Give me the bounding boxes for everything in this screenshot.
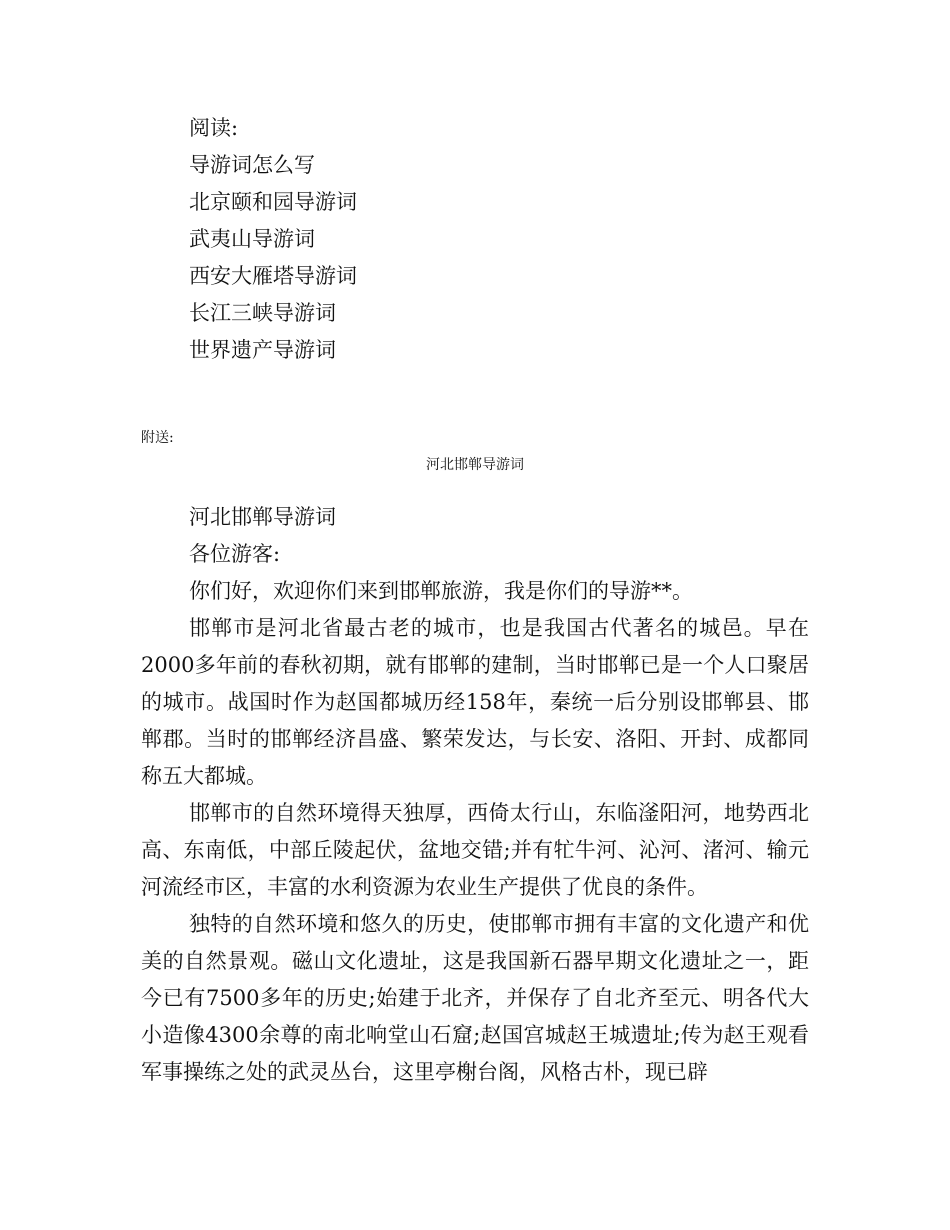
article-heading: 河北邯郸导游词 [189,505,336,529]
appendix-label: 附送: [141,430,174,446]
reading-link-item[interactable]: 导游词怎么写 [189,153,315,177]
reading-label: 阅读: [189,116,239,140]
reading-link-item[interactable]: 长江三峡导游词 [189,301,336,325]
article-paragraph: 你们好，欢迎你们来到邯郸旅游，我是你们的导游**。 [189,579,693,603]
reading-link-item[interactable]: 世界遗产导游词 [189,338,336,362]
article-greeting: 各位游客: [189,542,281,566]
article-paragraph: 邯郸市是河北省最古老的城市，也是我国古代著名的城邑。早在2000多年前的春秋初期，就有邯郸的建制，当时邯郸已是一个人口聚居的城市。战国时作为赵国都城历经158年，秦统一后分别设邯郸县、邯郸郡。当时的邯郸经济昌盛、繁荣发达，与长安、洛阳、开封、成都同称五大都城。 [141,616,809,788]
appendix-title: 河北邯郸导游词 [426,457,524,473]
reading-link-item[interactable]: 北京颐和园导游词 [189,190,357,214]
reading-list [189,110,789,369]
reading-link-item[interactable]: 武夷山导游词 [189,227,315,251]
article-body [141,499,809,1091]
article-paragraph: 邯郸市的自然环境得天独厚，西倚太行山，东临滏阳河，地势西北高、东南低，中部丘陵起伏，盆地交错;并有牤牛河、沁河、渚河、输元河流经市区，丰富的水利资源为农业生产提供了优良的条件。 [141,801,809,899]
article-paragraph: 独特的自然环境和悠久的历史，使邯郸市拥有丰富的文化遗产和优美的自然景观。磁山文化遗址，这是我国新石器早期文化遗址之一，距今已有7500多年的历史;始建于北齐，并保存了自北齐至元、明各代大小造像4300余尊的南北响堂山石窟;赵国宫城赵王城遗址;传为赵王观看军事操练之处的武灵丛台，这里亭榭台阁，风格古朴，现已辟 [141,912,809,1084]
reading-link-item[interactable]: 西安大雁塔导游词 [189,264,357,288]
